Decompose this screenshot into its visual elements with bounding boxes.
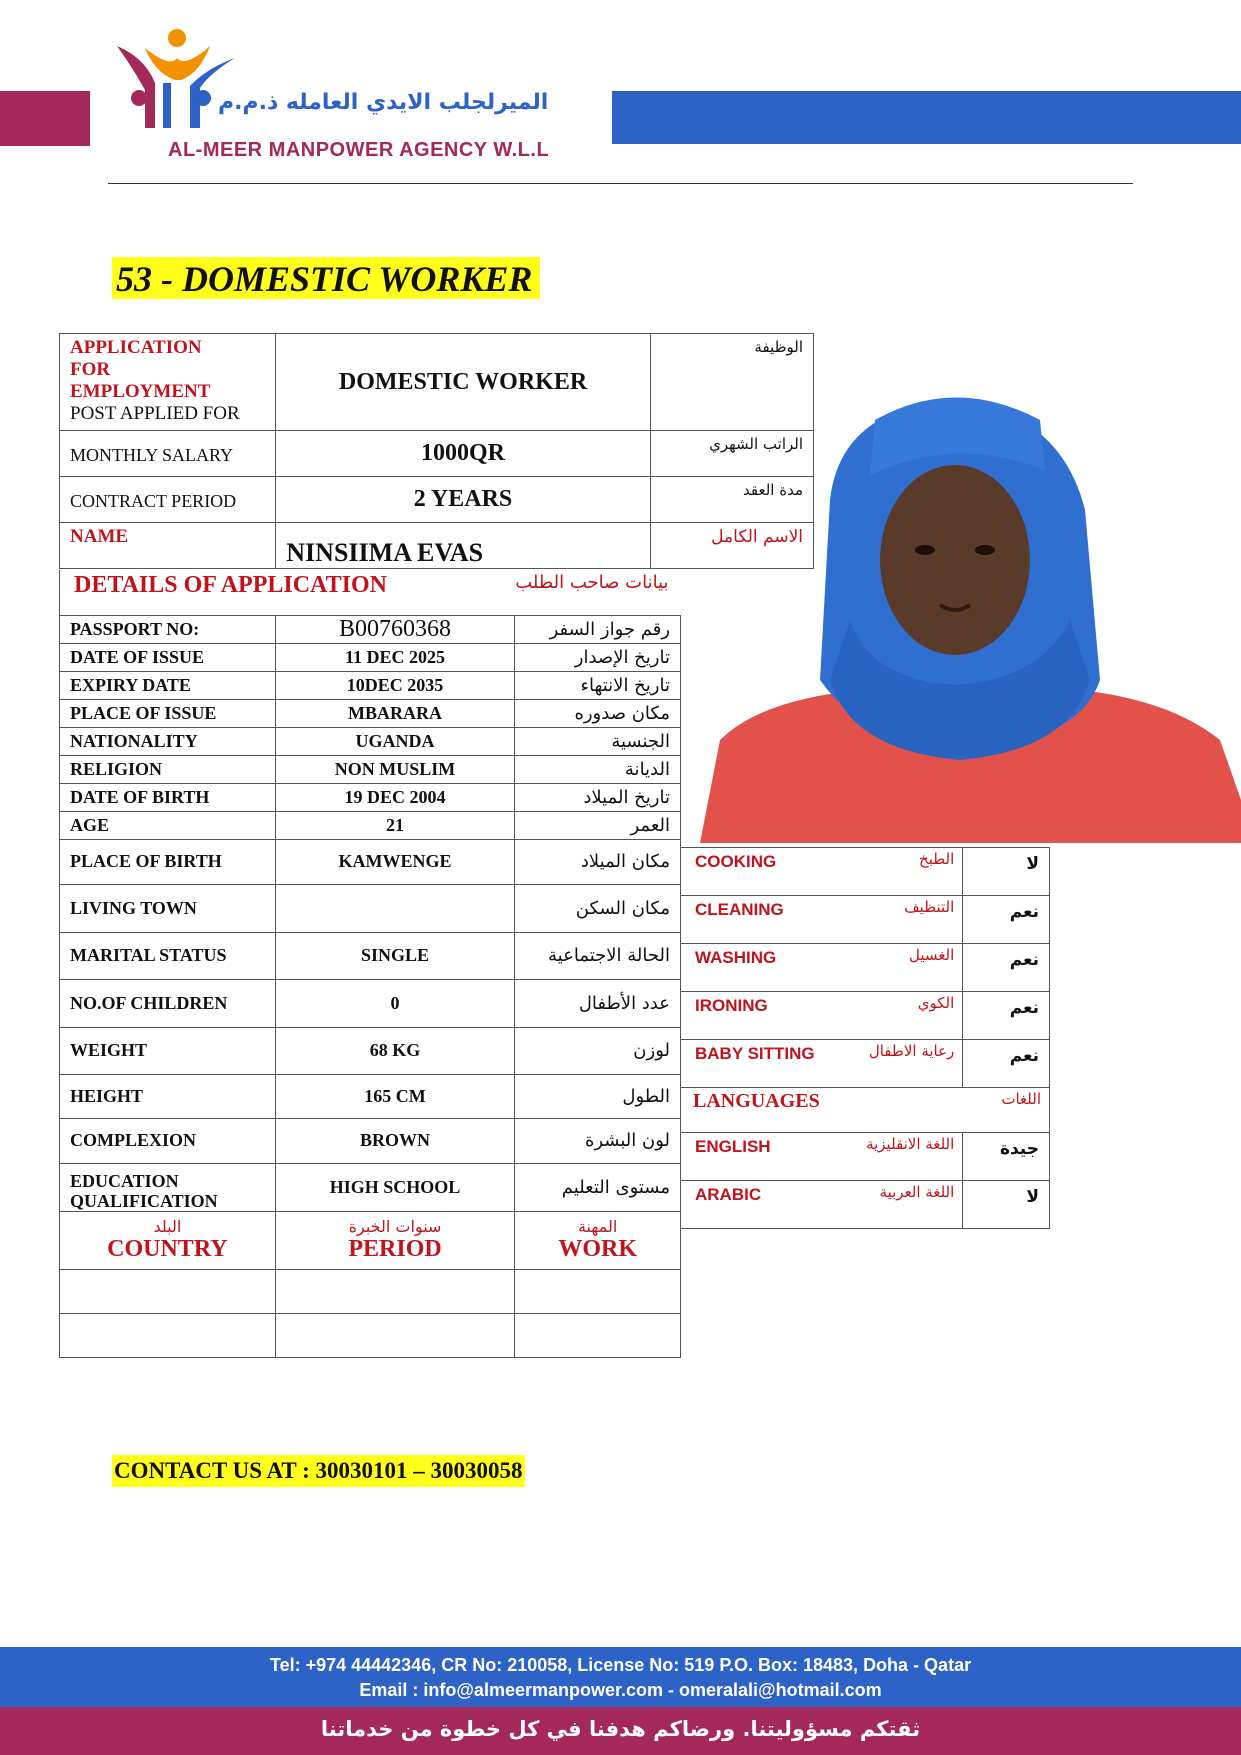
footer-tagline: ثقتكم مسؤوليتنا. ورضاكم هدفنا في كل خطوة من خدماتنا xyxy=(0,1707,1241,1755)
skill-name: BABY SITTING xyxy=(681,1040,821,1088)
country-heading: COUNTRY xyxy=(107,1236,228,1262)
details-row xyxy=(60,979,681,1027)
details-arabic: لوزن xyxy=(515,1027,681,1074)
details-label: HEIGHT xyxy=(60,1074,276,1118)
details-row xyxy=(60,839,681,884)
skill-arabic: التنظيف xyxy=(820,896,962,944)
table-row xyxy=(60,477,814,523)
details-value: NON MUSLIM xyxy=(275,755,515,783)
period-arabic: سنوات الخبرة xyxy=(348,1217,442,1236)
details-label: NO.OF CHILDREN xyxy=(60,979,276,1027)
details-arabic: العمر xyxy=(515,811,681,839)
details-row xyxy=(60,1163,681,1211)
footer-contact xyxy=(0,1647,1241,1707)
skill-answer: لا xyxy=(963,848,1050,896)
details-label: WEIGHT xyxy=(60,1027,276,1074)
details-label: DATE OF ISSUE xyxy=(60,643,276,671)
language-row xyxy=(681,1133,1050,1181)
skill-row xyxy=(681,896,1050,944)
country-arabic: البلد xyxy=(153,1217,182,1236)
contract-value: 2 YEARS xyxy=(276,477,650,523)
page-title: 53 - DOMESTIC WORKER xyxy=(112,257,540,299)
details-arabic: عدد الأطفال xyxy=(515,979,681,1027)
skill-name: CLEANING xyxy=(681,896,821,944)
skill-arabic: الطبخ xyxy=(820,848,962,896)
details-row xyxy=(60,643,681,671)
skill-row xyxy=(681,848,1050,896)
experience-row xyxy=(60,1269,681,1313)
details-label: NATIONALITY xyxy=(60,727,276,755)
details-row xyxy=(60,615,681,643)
details-arabic: تاريخ الانتهاء xyxy=(515,671,681,699)
details-value: UGANDA xyxy=(275,727,515,755)
language-level: لا xyxy=(963,1181,1050,1229)
language-level: جيدة xyxy=(963,1133,1050,1181)
table-row xyxy=(60,431,814,477)
details-row xyxy=(60,1118,681,1163)
skill-row xyxy=(681,992,1050,1040)
salary-label: MONTHLY SALARY xyxy=(60,431,276,477)
details-arabic: مكان السكن xyxy=(515,884,681,932)
details-label: MARITAL STATUS xyxy=(60,932,276,979)
details-row xyxy=(60,699,681,727)
skill-answer: نعم xyxy=(963,944,1050,992)
language-arabic: اللغة الانقليزية xyxy=(820,1133,962,1181)
table-row xyxy=(60,523,814,569)
employment-table xyxy=(59,333,814,569)
logo-english-text: AL-MEER MANPOWER AGENCY W.L.L xyxy=(168,139,550,161)
experience-header-row xyxy=(60,1211,681,1269)
post-arabic: الوظيفة xyxy=(650,334,813,431)
name-label: NAME xyxy=(60,523,276,569)
details-value: BROWN xyxy=(275,1118,515,1163)
details-value: KAMWENGE xyxy=(275,839,515,884)
details-arabic: مكان صدوره xyxy=(515,699,681,727)
details-label: LIVING TOWN xyxy=(60,884,276,932)
name-value: NINSIIMA EVAS xyxy=(276,523,650,569)
details-value: 19 DEC 2004 xyxy=(275,783,515,811)
contact-line: CONTACT US AT : 30030101 – 30030058 xyxy=(112,1455,525,1487)
skill-row xyxy=(681,1040,1050,1088)
details-row xyxy=(60,1027,681,1074)
salary-value: 1000QR xyxy=(276,431,650,477)
header-divider xyxy=(108,183,1133,184)
details-row xyxy=(60,811,681,839)
post-label: POST APPLIED FOR xyxy=(70,403,240,424)
details-heading-row xyxy=(60,570,681,615)
details-row xyxy=(60,671,681,699)
details-label: RELIGION xyxy=(60,755,276,783)
details-value: MBARARA xyxy=(275,699,515,727)
details-table xyxy=(59,570,681,1358)
details-row xyxy=(60,884,681,932)
details-label: PLACE OF ISSUE xyxy=(60,699,276,727)
details-value: 68 KG xyxy=(275,1027,515,1074)
details-value: HIGH SCHOOL xyxy=(275,1163,515,1211)
skill-arabic: رعاية الاطفال xyxy=(820,1040,962,1088)
details-value: SINGLE xyxy=(275,932,515,979)
languages-heading-arabic: اللغات xyxy=(820,1088,1049,1133)
details-label: EXPIRY DATE xyxy=(60,671,276,699)
details-arabic: الطول xyxy=(515,1074,681,1118)
skill-answer: نعم xyxy=(963,992,1050,1040)
details-value xyxy=(275,884,515,932)
details-value: B00760368 xyxy=(275,615,515,643)
details-row xyxy=(60,932,681,979)
details-value: 21 xyxy=(275,811,515,839)
details-arabic: رقم جواز السفر xyxy=(515,615,681,643)
details-label: DATE OF BIRTH xyxy=(60,783,276,811)
skill-arabic: الكوي xyxy=(820,992,962,1040)
details-arabic: مستوى التعليم xyxy=(515,1163,681,1211)
languages-heading: LANGUAGES xyxy=(681,1088,821,1133)
contract-arabic: مدة العقد xyxy=(650,477,813,523)
language-name: ENGLISH xyxy=(681,1133,821,1181)
post-value: DOMESTIC WORKER xyxy=(276,334,650,431)
experience-row xyxy=(60,1313,681,1357)
work-arabic: المهنة xyxy=(577,1217,618,1236)
details-row xyxy=(60,783,681,811)
details-value: 0 xyxy=(275,979,515,1027)
skill-arabic: الغسيل xyxy=(820,944,962,992)
languages-heading-row xyxy=(681,1088,1050,1133)
skill-answer: نعم xyxy=(963,896,1050,944)
language-arabic: اللغة العربية xyxy=(820,1181,962,1229)
details-arabic: تاريخ الإصدار xyxy=(515,643,681,671)
language-row xyxy=(681,1181,1050,1229)
name-arabic: الاسم الكامل xyxy=(650,523,813,569)
skill-name: WASHING xyxy=(681,944,821,992)
contract-label: CONTRACT PERIOD xyxy=(60,477,276,523)
details-arabic: الحالة الاجتماعية xyxy=(515,932,681,979)
details-label: EDUCATION QUALIFICATION xyxy=(60,1163,276,1211)
details-row xyxy=(60,1074,681,1118)
skill-row xyxy=(681,944,1050,992)
language-name: ARABIC xyxy=(681,1181,821,1229)
period-heading: PERIOD xyxy=(348,1236,442,1262)
footer-line-1: Tel: +974 44442346, CR No: 210058, License No: 519 P.O. Box: 18483, Doha - Qatar xyxy=(269,1655,972,1675)
details-row xyxy=(60,727,681,755)
details-arabic: مكان الميلاد xyxy=(515,839,681,884)
company-logo-icon xyxy=(115,28,240,133)
logo-arabic-text: الميرلجلب الايدي العامله ذ.م.م xyxy=(218,90,549,115)
details-arabic: الجنسية xyxy=(515,727,681,755)
details-heading-arabic: بيانات صاحب الطلب xyxy=(515,572,669,593)
details-label: PLACE OF BIRTH xyxy=(60,839,276,884)
details-value: 11 DEC 2025 xyxy=(275,643,515,671)
skill-name: COOKING xyxy=(681,848,821,896)
details-label: AGE xyxy=(60,811,276,839)
details-label: PASSPORT NO: xyxy=(60,615,276,643)
salary-arabic: الراتب الشهري xyxy=(650,431,813,477)
skill-answer: نعم xyxy=(963,1040,1050,1088)
table-row xyxy=(60,334,814,431)
footer-line-2: Email : info@almeermanpower.com - omeralali@hotmail.com xyxy=(359,1680,882,1700)
details-value: 10DEC 2035 xyxy=(275,671,515,699)
details-heading: DETAILS OF APPLICATION xyxy=(74,572,387,598)
application-label: APPLICATION FOR EMPLOYMENT xyxy=(70,337,211,402)
details-arabic: تاريخ الميلاد xyxy=(515,783,681,811)
header-band-right xyxy=(612,91,1241,144)
details-value: 165 CM xyxy=(275,1074,515,1118)
skills-table xyxy=(680,847,1050,1229)
details-row xyxy=(60,755,681,783)
details-arabic: الديانة xyxy=(515,755,681,783)
work-heading: WORK xyxy=(558,1236,637,1262)
details-label: COMPLEXION xyxy=(60,1118,276,1163)
details-arabic: لون البشرة xyxy=(515,1118,681,1163)
skill-name: IRONING xyxy=(681,992,821,1040)
header-band-left xyxy=(0,91,90,146)
